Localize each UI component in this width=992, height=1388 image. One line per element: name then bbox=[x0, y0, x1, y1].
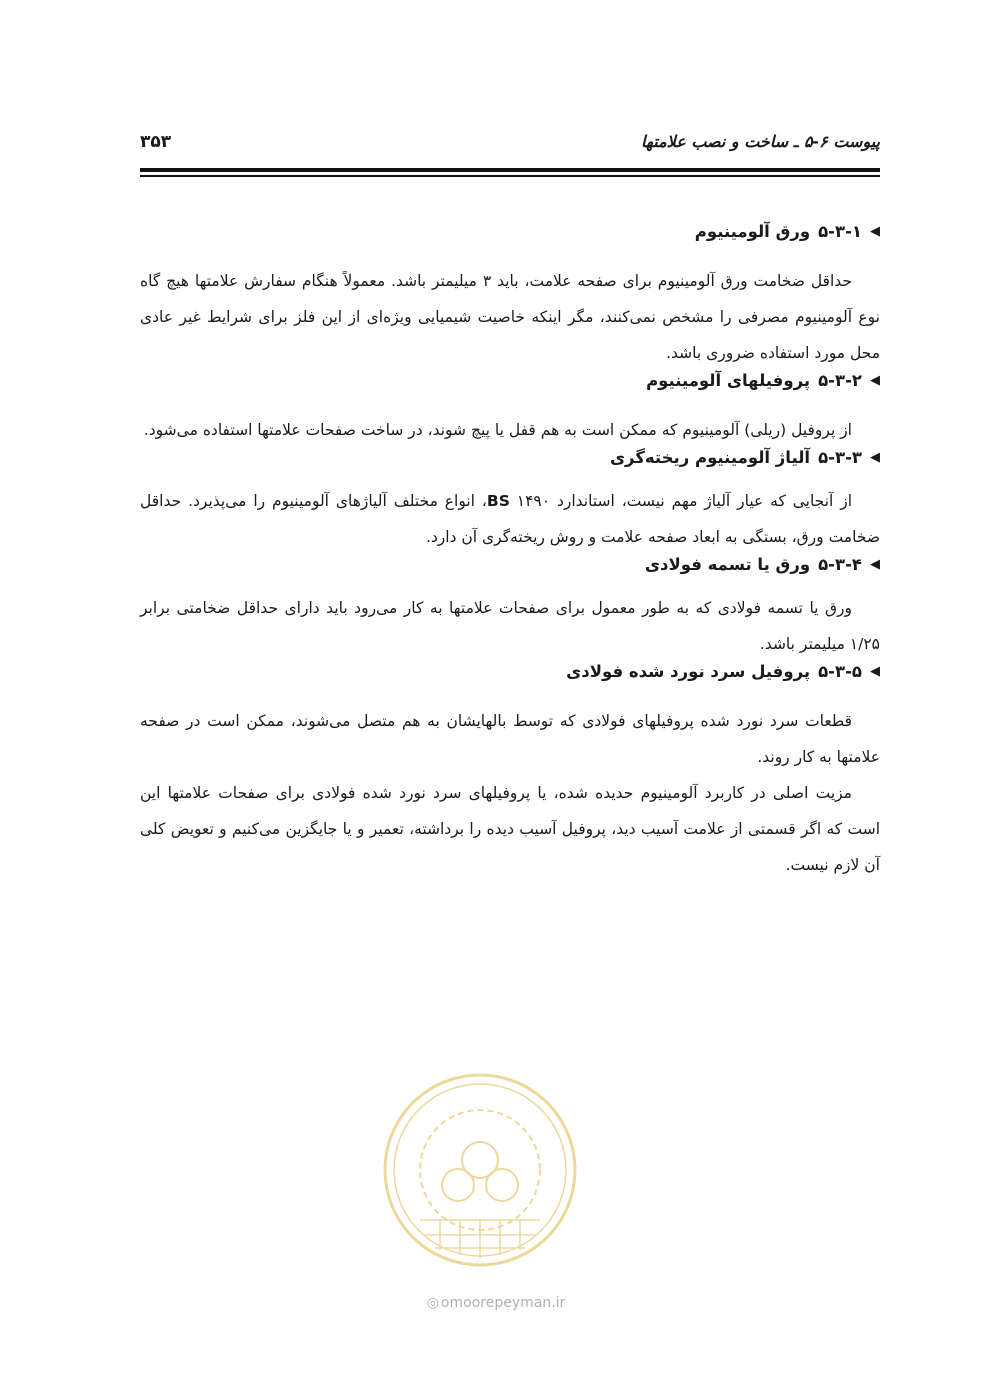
section-number: ۵-۳-۲ bbox=[818, 371, 862, 390]
section-heading bbox=[140, 222, 880, 241]
paragraph-text: از آنجایی که عیار آلیاژ مهم نیست، استاندارد ۱۴۹۰ bbox=[509, 492, 852, 510]
section-paragraph: قطعات سرد نورد شده پروفیلهای فولادی که توسط بالهایشان به هم متصل می‌شوند، ممکن است در صفحه علامتها به کار روند. bbox=[140, 712, 880, 766]
section-heading bbox=[140, 448, 880, 467]
section-paragraph: از پروفیل (ریلی) آلومینیوم که ممکن است به هم قفل یا پیچ شوند، در ساخت صفحات علامتها استفاده می‌شود. bbox=[143, 421, 852, 439]
page-number: ۳۵۳ bbox=[140, 132, 172, 152]
section-paragraph: ورق یا تسمه فولادی که به طور معمول برای صفحات علامتها به کار می‌رود باید دارای حداقل ضخامتی برابر ۱/۲۵ میلیمتر باشد. bbox=[140, 599, 880, 653]
page-content bbox=[140, 222, 880, 883]
running-title: پیوست ۶-۵ ـ ساخت و نصب علامتها bbox=[641, 132, 880, 151]
section-title: ورق یا تسمه فولادی bbox=[644, 555, 811, 574]
section-number: ۵-۳-۳ bbox=[818, 448, 862, 467]
section-heading bbox=[140, 555, 880, 574]
watermark-site-text: omoorepeyman.ir bbox=[440, 1295, 566, 1311]
header-rule-thick bbox=[140, 168, 880, 172]
triangle-bullet-icon: ◀ bbox=[870, 557, 880, 572]
header-rule-thin bbox=[140, 175, 880, 177]
watermark-site bbox=[0, 1295, 992, 1311]
section-number: ۵-۳-۵ bbox=[818, 662, 862, 681]
page-header bbox=[140, 120, 880, 160]
section-number: ۵-۳-۴ bbox=[818, 555, 862, 574]
triangle-bullet-icon: ◀ bbox=[870, 450, 880, 465]
section-title: ورق آلومینیوم bbox=[694, 222, 811, 241]
section-title: آلیاژ آلومینیوم ریخته‌گری bbox=[609, 448, 811, 467]
watermark-logo-icon: ◎ bbox=[426, 1295, 439, 1311]
section-number: ۵-۳-۱ bbox=[818, 222, 862, 241]
section-title: پروفیل سرد نورد شده فولادی bbox=[566, 662, 811, 681]
triangle-bullet-icon: ◀ bbox=[870, 373, 880, 388]
triangle-bullet-icon: ◀ bbox=[870, 224, 880, 239]
standard-code: BS bbox=[486, 492, 510, 510]
section-paragraph: حداقل ضخامت ورق آلومینیوم برای صفحه علامت، باید ۳ میلیمتر باشد. معمولاً هنگام سفارش علامتها هیچ گاه نوع آلومینیوم مصرفی را مشخص نمی‌کنند، مگر اینکه خاصیت شیمیایی ویژه‌ای از این فلز برای شرایط غیر عادی محل مورد استفاده ضروری باشد. bbox=[140, 272, 880, 362]
paragraph-text: ، انواع مختلف آلیاژهای آلومینیوم را می‌پذیرد. حداقل ضخامت ورق، بستگی به ابعاد صفحه علامت و روش ریخته‌گری آن دارد. bbox=[140, 492, 880, 546]
section-paragraph: مزیت اصلی در کاربرد آلومینیوم حدیده شده، یا پروفیلهای سرد نورد شده فولادی برای صفحات علامتها این است که اگر قسمتی از علامت آسیب دید، پروفیل آسیب دیده را برداشته، تعمیر و یا جایگزین می‌کنیم و تعویض کلی آن لازم نیست. bbox=[140, 784, 880, 874]
triangle-bullet-icon: ◀ bbox=[870, 664, 880, 679]
section-paragraph bbox=[140, 483, 880, 555]
section-heading bbox=[140, 371, 880, 390]
watermark-seal bbox=[380, 1070, 580, 1270]
section-heading bbox=[140, 662, 880, 681]
section-title: پروفیلهای آلومینیوم bbox=[646, 371, 811, 390]
